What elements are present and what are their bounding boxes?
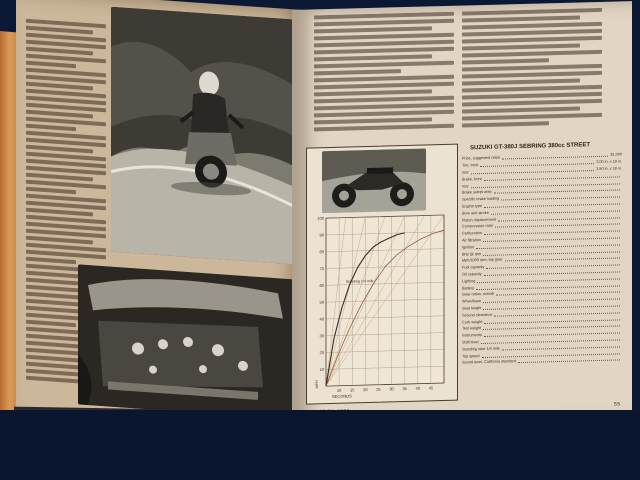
spec-label: Shift lever — [462, 340, 479, 345]
x-tick-label: 35 — [402, 385, 407, 392]
spec-label: Top speed — [462, 353, 480, 359]
spec-label: Ground clearance — [462, 312, 493, 318]
y-tick-label: 10 — [319, 366, 324, 372]
spec-leader-dots — [518, 357, 620, 364]
spec-label: Fuel capacity — [462, 265, 485, 270]
right-text-column-1 — [314, 12, 454, 142]
y-tick-label: 20 — [319, 350, 324, 356]
spec-label: Air filtration — [462, 238, 481, 243]
spec-label: Carburetion — [462, 231, 482, 236]
y-tick-label: 40 — [319, 316, 324, 322]
y-tick-label: 30 — [319, 333, 324, 339]
spec-label: Sound level, California standard — [462, 359, 516, 365]
y-tick-label: 60 — [319, 282, 324, 288]
spec-label: Brake swept area — [462, 190, 492, 195]
spec-value: $1,000 — [610, 152, 622, 158]
page-number: 55 — [614, 401, 621, 408]
spec-title: SUZUKI GT-380J SEBRING 380cc STREET — [470, 142, 591, 152]
y-axis-label: MPH — [315, 380, 319, 389]
spec-label: Lighting — [462, 278, 476, 284]
spec-label: Price, suggested retail — [462, 155, 500, 161]
series-label: Standing 1/4 mile — [345, 279, 374, 284]
spec-label: Brake, front — [462, 176, 482, 182]
spec-value: 3.00 in. x 19 in. — [596, 159, 622, 165]
x-tick-label: 45 — [428, 385, 434, 391]
x-tick-label: 20 — [363, 387, 368, 393]
right-text-column-2 — [462, 8, 602, 138]
spec-label: Mph/1000 rpm, top gear — [462, 257, 503, 263]
test-bike-photo — [322, 148, 426, 213]
spec-label: rear — [462, 170, 469, 175]
spec-label: Curb weight — [462, 319, 483, 325]
spec-label: Specific brake loading — [462, 196, 500, 202]
engine-closeup-photo — [78, 264, 293, 419]
spec-label: Piston displacement — [462, 217, 496, 223]
spec-label: Test weight — [462, 326, 481, 331]
x-tick-label: 10 — [336, 387, 342, 393]
motorcycle-rider-photo — [111, 7, 301, 265]
spec-label: Engine type — [462, 203, 483, 209]
x-tick-label: 30 — [389, 386, 394, 392]
spec-list — [462, 151, 622, 366]
x-tick-label: 25 — [376, 386, 381, 392]
spec-label: Compression ratio — [462, 224, 493, 229]
spec-label: Seat height — [462, 305, 482, 311]
spec-label: Bhp @ rpm — [462, 251, 482, 257]
spec-label: Standing start 1/4 mile — [462, 346, 500, 352]
y-tick-label: 100 — [317, 215, 324, 221]
spec-label: Wheelbase — [462, 299, 481, 304]
y-tick-label: 90 — [319, 232, 324, 238]
left-page — [16, 0, 306, 450]
y-tick-label: 70 — [319, 266, 324, 272]
x-axis-label: SECONDS — [332, 393, 352, 399]
spec-label: Instruments — [462, 333, 482, 338]
acceleration-chart — [312, 211, 448, 401]
spec-label: Tire, front — [462, 163, 479, 168]
right-page — [292, 1, 632, 430]
spec-label: Oil capacity — [462, 271, 482, 277]
spec-label: rear — [462, 183, 469, 189]
x-tick-label: 40 — [415, 385, 421, 391]
spec-value: 3.50 in. x 18 in. — [596, 166, 622, 172]
spec-label: Gear ratios, overall — [462, 292, 495, 297]
spec-label: Bore and stroke — [462, 210, 489, 216]
spec-label: Ignition — [462, 244, 475, 250]
x-tick-label: 15 — [349, 387, 355, 393]
spec-label: Battery — [462, 285, 475, 291]
y-tick-label: 50 — [319, 299, 324, 305]
desk-surface — [0, 410, 640, 480]
y-tick-label: 80 — [319, 249, 324, 255]
